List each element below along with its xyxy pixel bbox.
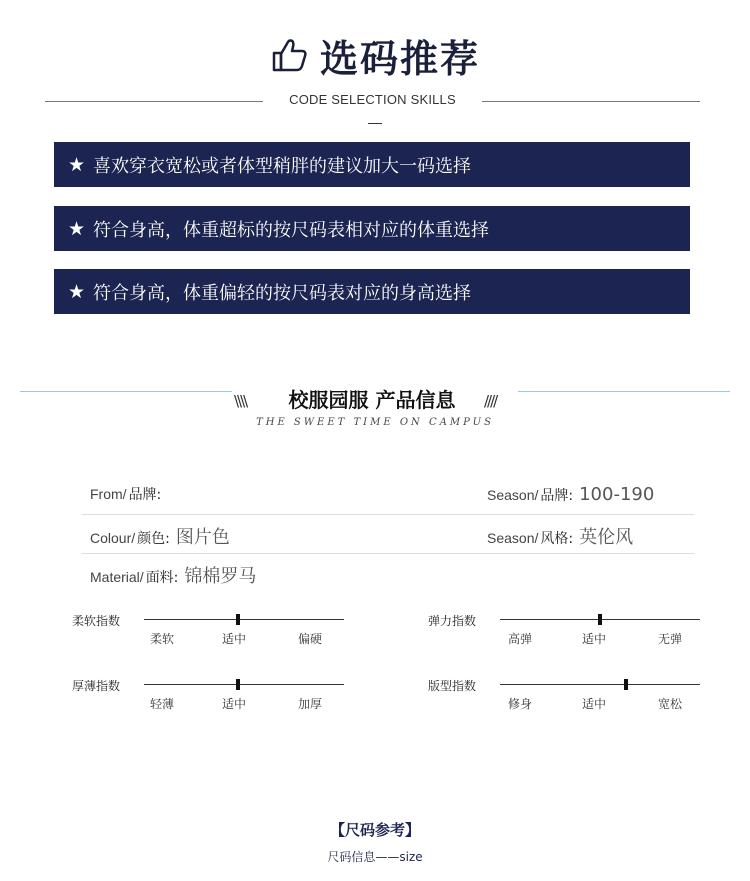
size-reference-subtitle: 尺码信息——size [327, 850, 423, 864]
index-label: 弹力指数 [428, 614, 477, 628]
info-value: 英伦风 [579, 527, 634, 548]
info-label-en: Material/ [90, 569, 144, 585]
index-marker [598, 614, 602, 625]
index-marker [236, 679, 240, 690]
index-option: 无弹 [658, 632, 683, 646]
info-label-zh: 品牌: [540, 488, 574, 504]
index-label: 版型指数 [428, 679, 477, 693]
tip-text: 符合身高，体重偏轻的按尺码表对应的身高选择 [93, 282, 472, 304]
index-option: 轻薄 [150, 697, 175, 711]
info-label-en: Season/ [487, 487, 539, 503]
info-label-en: Season/ [487, 530, 539, 546]
index-marker [236, 614, 240, 625]
info-value: 锦棉罗马 [184, 566, 257, 587]
subtitle-row [45, 92, 700, 112]
page-subtitle: CODE SELECTION SKILLS [289, 92, 456, 107]
tip-bar [54, 206, 690, 251]
index-option: 适中 [582, 697, 607, 711]
info-value: 100-190 [579, 484, 655, 505]
index-option: 适中 [582, 632, 607, 646]
info-cell-brand [90, 484, 167, 504]
divider-right [518, 391, 730, 392]
section-title: 校服园服 产品信息 [288, 388, 456, 412]
info-label-en: Colour/ [90, 530, 136, 546]
index-track [144, 684, 344, 685]
index-option: 高弹 [508, 632, 533, 646]
info-label-zh: 颜色: [137, 531, 170, 547]
section-subtitle: THE SWEET TIME ON CAMPUS [256, 417, 494, 428]
star-icon: ★ [68, 153, 86, 176]
index-label: 厚薄指数 [72, 679, 121, 693]
divider-dash [368, 123, 382, 124]
index-option: 修身 [508, 697, 533, 711]
index-option: 适中 [222, 697, 247, 711]
info-row [82, 478, 694, 515]
star-icon: ★ [68, 217, 86, 240]
tip-bar [54, 269, 690, 314]
tip-bar [54, 142, 690, 187]
index-option: 柔软 [150, 632, 175, 646]
info-cell-style [487, 523, 633, 549]
index-marker [624, 679, 628, 690]
divider-right [482, 101, 700, 102]
page-title: 选码推荐 [319, 35, 480, 81]
index-track [144, 619, 344, 620]
index-option: 偏硬 [298, 632, 323, 646]
index-track [500, 684, 700, 685]
index-option: 宽松 [658, 697, 683, 711]
info-row [82, 517, 694, 554]
star-icon: ★ [68, 280, 86, 303]
info-cell-size-range [487, 484, 654, 505]
info-label-zh: 品牌: [128, 487, 162, 503]
info-cell-material [90, 562, 256, 588]
tip-text: 喜欢穿衣宽松或者体型稍胖的建议加大一码选择 [93, 155, 472, 177]
info-value: 图片色 [175, 527, 230, 548]
tip-text: 符合身高，体重超标的按尺码表相对应的体重选择 [93, 219, 490, 241]
size-reference-title: 【尺码参考】 [329, 821, 420, 839]
softness-index [72, 612, 352, 652]
info-label-zh: 风格: [540, 531, 574, 547]
info-cell-colour [90, 523, 230, 549]
fit-index [428, 677, 708, 717]
index-option: 适中 [222, 632, 247, 646]
divider-left [20, 391, 232, 392]
index-label: 柔软指数 [72, 614, 121, 628]
thickness-index [72, 677, 352, 717]
thumbs-up-icon [270, 35, 310, 75]
slash-decoration: \\\\ [234, 392, 247, 410]
index-option: 加厚 [298, 697, 323, 711]
info-row [82, 556, 694, 592]
info-label-zh: 面料: [145, 570, 179, 586]
elasticity-index [428, 612, 708, 652]
info-label-en: From/ [90, 486, 127, 502]
slash-decoration: //// [484, 392, 497, 410]
section-header [0, 30, 750, 80]
